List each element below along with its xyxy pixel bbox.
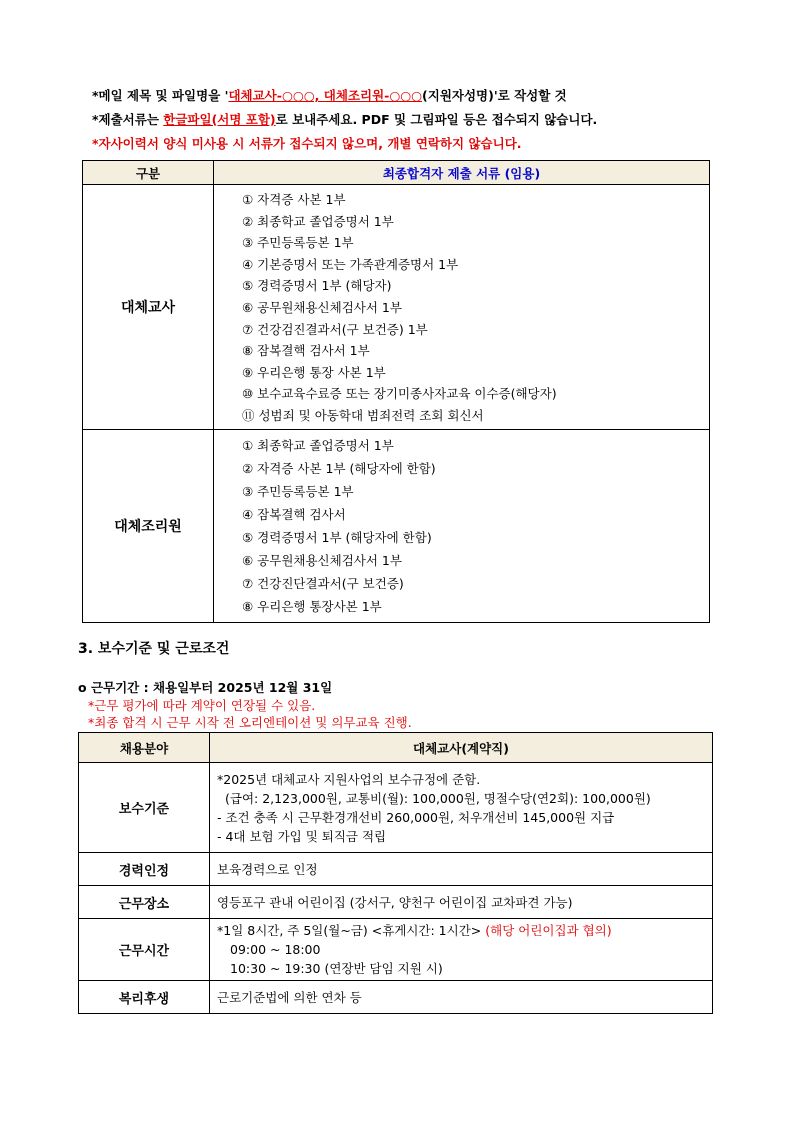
salary-label: 보수기준 xyxy=(79,763,210,853)
category-cook: 대체조리원 xyxy=(83,429,214,622)
table-row xyxy=(83,185,710,430)
hours-value xyxy=(210,919,713,981)
table-row xyxy=(79,981,713,1014)
salary-line: (급여: 2,123,000원, 교통비(월): 100,000원, 명절수당(연2회): 100,000원) xyxy=(225,790,651,806)
table-row xyxy=(79,763,713,853)
documents-table xyxy=(82,160,710,623)
header-documents: 최종합격자 제출 서류 (임용) xyxy=(214,161,710,185)
table-row xyxy=(79,919,713,981)
list-item: ⑤ 경력증명서 1부 (해당자에 한함) xyxy=(242,529,432,545)
table-row xyxy=(83,429,710,622)
note-orientation: *최종 합격 시 근무 시작 전 오리엔테이션 및 의무교육 진행. xyxy=(88,715,412,730)
salary-line: *2025년 대체교사 지원사업의 보수규정에 준함. xyxy=(217,771,481,787)
work-period: o 근무기간 : 채용일부터 2025년 12월 31일 xyxy=(78,680,333,695)
welfare-value: 근로기준법에 의한 연차 등 xyxy=(210,981,713,1014)
note-extension: *근무 평가에 따라 계약이 연장될 수 있음. xyxy=(88,698,316,713)
notice-text: *제출서류는 xyxy=(92,112,164,127)
career-label: 경력인정 xyxy=(79,853,210,886)
list-item: ③ 주민등록등본 1부 xyxy=(242,483,354,499)
notice-text: *메일 제목 및 파일명을 ' xyxy=(92,88,229,103)
hours-line: 10:30 ~ 19:30 (연장반 담임 지원 시) xyxy=(230,961,443,976)
notice-mail-title xyxy=(92,86,567,104)
hours-line xyxy=(217,921,712,940)
document-list xyxy=(214,185,710,430)
notice-text: 로 보내주세요. PDF 및 그림파일 등은 접수되지 않습니다. xyxy=(275,112,598,127)
welfare-label: 복리후생 xyxy=(79,981,210,1014)
list-item: ② 최종학교 졸업증명서 1부 xyxy=(242,213,394,229)
table-row xyxy=(79,853,713,886)
notice-highlight: 대체교사-○○○, 대체조리원-○○○ xyxy=(228,88,423,103)
notice-submission xyxy=(92,110,597,128)
list-item: ⑥ 공무원채용신체검사서 1부 xyxy=(242,552,402,568)
table-row xyxy=(79,886,713,919)
list-item: ④ 기본증명서 또는 가족관계증명서 1부 xyxy=(242,256,459,272)
place-label: 근무장소 xyxy=(79,886,210,919)
list-item: ⑦ 건강검진결과서(구 보건증) 1부 xyxy=(242,321,428,337)
list-item: ① 최종학교 졸업증명서 1부 xyxy=(242,437,394,453)
list-item: ⑦ 건강진단결과서(구 보건증) xyxy=(242,575,404,591)
section-title: 3. 보수기준 및 근로조건 xyxy=(78,641,230,657)
hours-line: 09:00 ~ 18:00 xyxy=(230,942,321,957)
salary-value xyxy=(210,763,713,853)
list-item: ⑨ 우리은행 통장 사본 1부 xyxy=(242,364,386,380)
list-item: ⑤ 경력증명서 1부 (해당자) xyxy=(242,278,392,294)
list-item: ③ 주민등록등본 1부 xyxy=(242,235,354,251)
document-list xyxy=(214,429,710,622)
hours-note: (해당 어린이집과 협의) xyxy=(485,923,612,938)
list-item: ⑪ 성범죄 및 아동학대 범죄전력 조회 회신서 xyxy=(242,407,484,423)
list-item: ② 자격증 사본 1부 (해당자에 한함) xyxy=(242,460,436,476)
notice-form-warning: *자사이력서 양식 미사용 시 서류가 접수되지 않으며, 개별 연락하지 않습니다. xyxy=(92,136,522,151)
category-teacher: 대체교사 xyxy=(83,185,214,430)
salary-line: - 4대 보험 가입 및 퇴직금 적립 xyxy=(217,828,387,844)
list-item: ⑧ 잠복결핵 검사서 1부 xyxy=(242,343,370,359)
header-category: 구분 xyxy=(83,161,214,185)
list-item: ① 자격증 사본 1부 xyxy=(242,192,346,207)
list-item: ⑥ 공무원채용신체검사서 1부 xyxy=(242,299,402,315)
notice-text: (지원자성명)'로 작성할 것 xyxy=(422,88,567,103)
notice-highlight: 한글파일(서명 포함) xyxy=(163,112,276,127)
salary-line: - 조건 충족 시 근무환경개선비 260,000원, 처우개선비 145,000원 지급 xyxy=(217,809,615,825)
hours-label: 근무시간 xyxy=(79,919,210,981)
conditions-table xyxy=(78,732,713,1014)
list-item: ⑩ 보수교육수료증 또는 장기미종사자교육 이수증(해당자) xyxy=(242,386,557,402)
list-item: ④ 잠복결핵 검사서 xyxy=(242,506,346,522)
place-value: 영등포구 관내 어린이집 (강서구, 양천구 어린이집 교차파견 가능) xyxy=(210,886,713,919)
career-value: 보육경력으로 인정 xyxy=(210,853,713,886)
hours-text: *1일 8시간, 주 5일(월~금) <휴게시간: 1시간> xyxy=(217,923,486,938)
header-position: 대체교사(계약직) xyxy=(210,733,713,763)
header-field: 채용분야 xyxy=(79,733,210,763)
list-item: ⑧ 우리은행 통장사본 1부 xyxy=(242,598,382,614)
